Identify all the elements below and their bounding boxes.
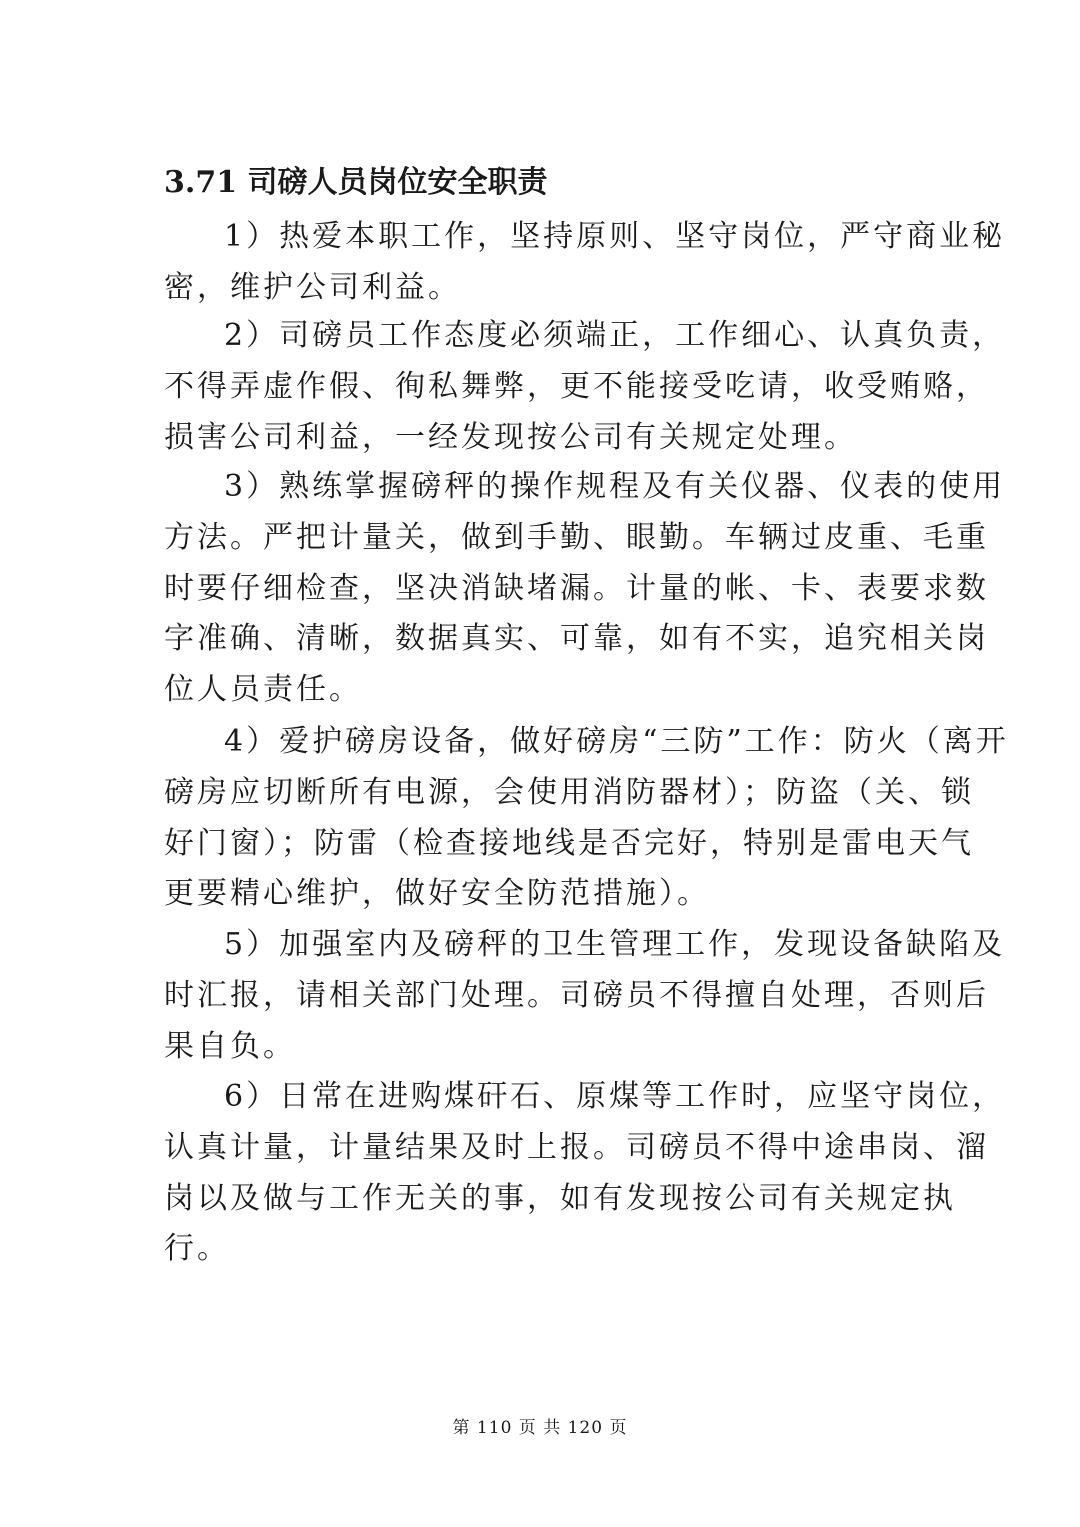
paragraph-line: 字准确、清晰，数据真实、可靠，如有不实，追究相关岗 bbox=[164, 621, 989, 657]
paragraph-line: 时要仔细检查，坚决消缺堵漏。计量的帐、卡、表要求数 bbox=[164, 570, 989, 606]
paragraph-line: 位人员责任。 bbox=[164, 672, 362, 708]
paragraph-line: 损害公司利益，一经发现按公司有关规定处理。 bbox=[164, 419, 857, 455]
paragraph-line: 密，维护公司利益。 bbox=[164, 269, 461, 305]
paragraph-4 bbox=[164, 717, 1009, 920]
paragraph-line: 5）加强室内及磅秤的卫生管理工作，发现设备缺陷及 bbox=[224, 927, 1006, 962]
paragraph-2 bbox=[164, 311, 1006, 463]
section-heading: 3.71 司磅人员岗位安全职责 bbox=[164, 165, 548, 200]
paragraph-line: 岗以及做与工作无关的事，如有发现按公司有关规定执 bbox=[164, 1180, 956, 1216]
paragraph-line: 不得弄虚作假、徇私舞弊，更不能接受吃请，收受贿赂， bbox=[164, 368, 989, 404]
paragraph-6 bbox=[164, 1072, 1006, 1275]
page-number-footer: 第 110 页 共 120 页 bbox=[452, 1418, 628, 1438]
paragraph-5 bbox=[164, 920, 1006, 1072]
paragraph-line: 3）熟练掌握磅秤的操作规程及有关仪器、仪表的使用 bbox=[224, 469, 1006, 504]
paragraph-line: 2）司磅员工作态度必须端正，工作细心、认真负责， bbox=[224, 318, 1006, 353]
paragraph-line: 4）爱护磅房设备，做好磅房“三防”工作：防火（离开 bbox=[224, 724, 1009, 759]
paragraph-line: 果自负。 bbox=[164, 1028, 296, 1064]
paragraph-3 bbox=[164, 462, 1006, 716]
paragraph-1 bbox=[164, 212, 1006, 314]
paragraph-line: 方法。严把计量关，做到手勤、眼勤。车辆过皮重、毛重 bbox=[164, 519, 989, 555]
paragraph-line: 好门窗）；防雷（检查接地线是否完好，特别是雷电天气 bbox=[164, 825, 974, 861]
paragraph-line: 1）热爱本职工作，坚持原则、坚守岗位，严守商业秘 bbox=[224, 219, 1006, 254]
paragraph-line: 6）日常在进购煤矸石、原煤等工作时，应坚守岗位， bbox=[224, 1079, 1006, 1114]
paragraph-line: 磅房应切断所有电源，会使用消防器材）；防盗（关、锁 bbox=[164, 774, 974, 810]
paragraph-line: 认真计量，计量结果及时上报。司磅员不得中途串岗、溜 bbox=[164, 1129, 989, 1165]
paragraph-line: 更要精心维护，做好安全防范措施）。 bbox=[164, 876, 710, 912]
paragraph-line: 时汇报，请相关部门处理。司磅员不得擅自处理，否则后 bbox=[164, 977, 989, 1013]
paragraph-line: 行。 bbox=[164, 1231, 230, 1267]
